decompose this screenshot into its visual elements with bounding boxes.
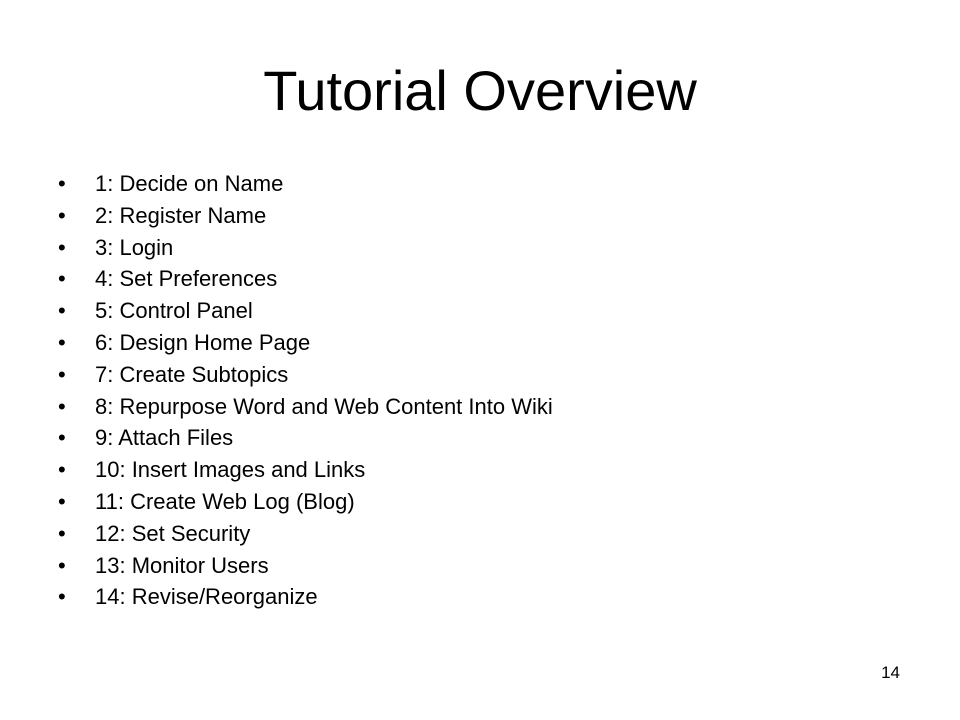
bullet-icon: • (58, 488, 66, 514)
list-item (58, 454, 553, 486)
bullet-icon: • (58, 298, 66, 324)
list-item (58, 359, 553, 391)
slide-number: 14 (881, 663, 900, 682)
bullet-icon: • (58, 520, 66, 546)
list-item-text: 1: Decide on Name (95, 171, 284, 196)
list-item (58, 200, 553, 232)
bullet-icon: • (58, 425, 66, 451)
bullet-list (58, 168, 553, 613)
list-item-text: 3: Login (95, 234, 174, 260)
bullet-icon: • (58, 584, 66, 610)
list-item-text: 10: Insert Images and Links (95, 457, 366, 483)
list-item (58, 422, 553, 454)
bullet-icon: • (58, 361, 66, 387)
list-item-text: 8: Repurpose Word and Web Content Into Wiki (95, 393, 553, 419)
list-item-text: 6: Design Home Page (95, 329, 311, 355)
list-item-text: 13: Monitor Users (95, 552, 269, 578)
list-item (58, 581, 553, 613)
list-item-text: 14: Revise/Reorganize (95, 584, 318, 610)
list-item (58, 327, 553, 359)
bullet-icon: • (58, 329, 66, 355)
list-item (58, 295, 553, 327)
list-item (58, 486, 553, 518)
list-item-text: 9: Attach Files (95, 425, 234, 451)
list-item (58, 168, 553, 200)
bullet-icon: • (58, 393, 66, 419)
bullet-icon: • (58, 266, 66, 292)
list-item-text: 4: Set Preferences (95, 266, 278, 292)
bullet-icon: • (58, 457, 66, 483)
list-item-text: 2: Register Name (95, 202, 267, 228)
list-item (58, 263, 553, 295)
list-item-text: 7: Create Subtopics (95, 361, 289, 387)
list-item-text: 5: Control Panel (95, 298, 253, 324)
list-item (58, 232, 553, 264)
list-item-text: 12: Set Security (95, 520, 251, 546)
list-item (58, 518, 553, 550)
slide-title: Tutorial Overview (263, 59, 697, 122)
list-item (58, 391, 553, 423)
bullet-icon: • (58, 234, 66, 260)
bullet-icon: • (58, 171, 66, 196)
list-item (58, 550, 553, 582)
bullet-icon: • (58, 552, 66, 578)
list-item-text: 11: Create Web Log (Blog) (95, 488, 355, 514)
bullet-icon: • (58, 202, 66, 228)
